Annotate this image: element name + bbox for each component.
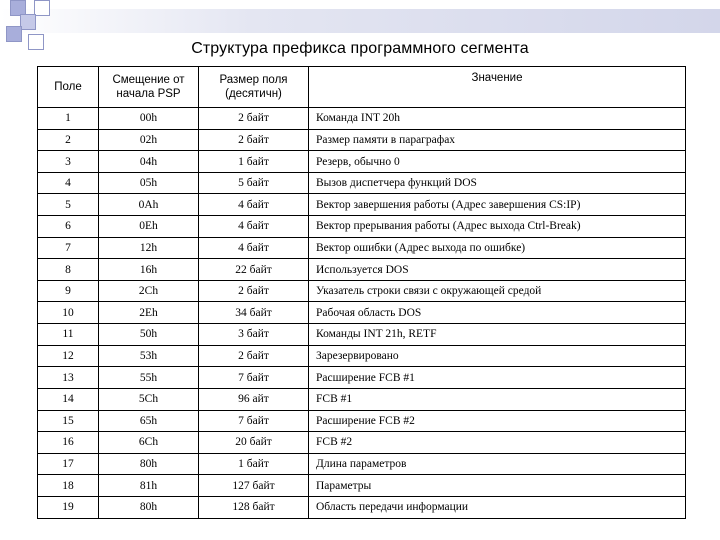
cell-size: 128 байт	[199, 496, 309, 518]
cell-field-number: 7	[38, 237, 99, 259]
cell-offset: 0Eh	[99, 216, 199, 238]
cell-meaning: Вектор ошибки (Адрес выхода по ошибке)	[309, 237, 686, 259]
header-offset: Смещение от начала PSP	[99, 67, 199, 108]
cell-size: 96 айт	[199, 388, 309, 410]
table-row	[38, 216, 686, 238]
cell-offset: 5Ch	[99, 388, 199, 410]
table-row	[38, 367, 686, 389]
cell-meaning: Вектор завершения работы (Адрес завершения CS:IP)	[309, 194, 686, 216]
cell-meaning: Расширение FCB #1	[309, 367, 686, 389]
cell-meaning: FCB #1	[309, 388, 686, 410]
cell-offset: 50h	[99, 324, 199, 346]
cell-offset: 80h	[99, 496, 199, 518]
header-size: Размер поля (десятичн)	[199, 67, 309, 108]
cell-size: 1 байт	[199, 151, 309, 173]
cell-meaning: FCB #2	[309, 432, 686, 454]
cell-size: 5 байт	[199, 172, 309, 194]
cell-offset: 00h	[99, 108, 199, 130]
cell-meaning: Длина параметров	[309, 453, 686, 475]
table-row	[38, 345, 686, 367]
cell-size: 4 байт	[199, 194, 309, 216]
cell-size: 7 байт	[199, 367, 309, 389]
cell-meaning: Резерв, обычно 0	[309, 151, 686, 173]
table-row	[38, 151, 686, 173]
table-row	[38, 280, 686, 302]
table-row	[38, 410, 686, 432]
cell-offset: 2Eh	[99, 302, 199, 324]
cell-meaning: Вызов диспетчера функций DOS	[309, 172, 686, 194]
table-row	[38, 129, 686, 151]
page-title: Структура префикса программного сегмента	[191, 40, 529, 57]
cell-field-number: 13	[38, 367, 99, 389]
cell-size: 4 байт	[199, 237, 309, 259]
table-row	[38, 302, 686, 324]
cell-offset: 04h	[99, 151, 199, 173]
cell-meaning: Команда INT 20h	[309, 108, 686, 130]
header-meaning: Значение	[309, 67, 686, 108]
cell-meaning: Рабочая область DOS	[309, 302, 686, 324]
cell-field-number: 3	[38, 151, 99, 173]
cell-size: 1 байт	[199, 453, 309, 475]
cell-offset: 80h	[99, 453, 199, 475]
cell-offset: 65h	[99, 410, 199, 432]
cell-field-number: 12	[38, 345, 99, 367]
cell-field-number: 5	[38, 194, 99, 216]
cell-meaning: Команды INT 21h, RETF	[309, 324, 686, 346]
cell-offset: 55h	[99, 367, 199, 389]
cell-meaning: Параметры	[309, 475, 686, 497]
cell-field-number: 6	[38, 216, 99, 238]
table-row	[38, 259, 686, 281]
table-row	[38, 388, 686, 410]
cell-field-number: 18	[38, 475, 99, 497]
decorative-square	[34, 0, 50, 16]
cell-field-number: 4	[38, 172, 99, 194]
cell-size: 2 байт	[199, 280, 309, 302]
cell-meaning: Размер памяти в параграфах	[309, 129, 686, 151]
psp-table	[37, 66, 686, 519]
cell-field-number: 1	[38, 108, 99, 130]
table-row	[38, 172, 686, 194]
cell-meaning: Расширение FCB #2	[309, 410, 686, 432]
cell-offset: 02h	[99, 129, 199, 151]
table-body	[38, 108, 686, 519]
decorative-square	[20, 14, 36, 30]
cell-field-number: 16	[38, 432, 99, 454]
table-row	[38, 432, 686, 454]
table-header-row	[38, 67, 686, 108]
cell-size: 20 байт	[199, 432, 309, 454]
cell-size: 127 байт	[199, 475, 309, 497]
cell-field-number: 10	[38, 302, 99, 324]
table-row	[38, 453, 686, 475]
cell-size: 3 байт	[199, 324, 309, 346]
cell-field-number: 2	[38, 129, 99, 151]
cell-size: 4 байт	[199, 216, 309, 238]
cell-offset: 05h	[99, 172, 199, 194]
header-field: Поле	[38, 67, 99, 108]
cell-offset: 12h	[99, 237, 199, 259]
cell-offset: 0Ah	[99, 194, 199, 216]
cell-field-number: 9	[38, 280, 99, 302]
cell-size: 22 байт	[199, 259, 309, 281]
cell-size: 34 байт	[199, 302, 309, 324]
cell-size: 7 байт	[199, 410, 309, 432]
cell-offset: 16h	[99, 259, 199, 281]
cell-meaning: Вектор прерывания работы (Адрес выхода Ctrl-Break)	[309, 216, 686, 238]
cell-meaning: Область передачи информации	[309, 496, 686, 518]
table-row	[38, 237, 686, 259]
table-row	[38, 496, 686, 518]
cell-size: 2 байт	[199, 345, 309, 367]
cell-field-number: 19	[38, 496, 99, 518]
table-row	[38, 475, 686, 497]
table-row	[38, 194, 686, 216]
cell-meaning: Зарезервировано	[309, 345, 686, 367]
cell-offset: 2Ch	[99, 280, 199, 302]
cell-offset: 6Ch	[99, 432, 199, 454]
table-row	[38, 324, 686, 346]
cell-field-number: 17	[38, 453, 99, 475]
cell-size: 2 байт	[199, 129, 309, 151]
table-row	[38, 108, 686, 130]
decorative-bar	[0, 9, 720, 33]
cell-size: 2 байт	[199, 108, 309, 130]
cell-field-number: 11	[38, 324, 99, 346]
cell-offset: 81h	[99, 475, 199, 497]
cell-offset: 53h	[99, 345, 199, 367]
cell-field-number: 15	[38, 410, 99, 432]
cell-field-number: 8	[38, 259, 99, 281]
cell-meaning: Указатель строки связи с окружающей средой	[309, 280, 686, 302]
cell-meaning: Используется DOS	[309, 259, 686, 281]
cell-field-number: 14	[38, 388, 99, 410]
